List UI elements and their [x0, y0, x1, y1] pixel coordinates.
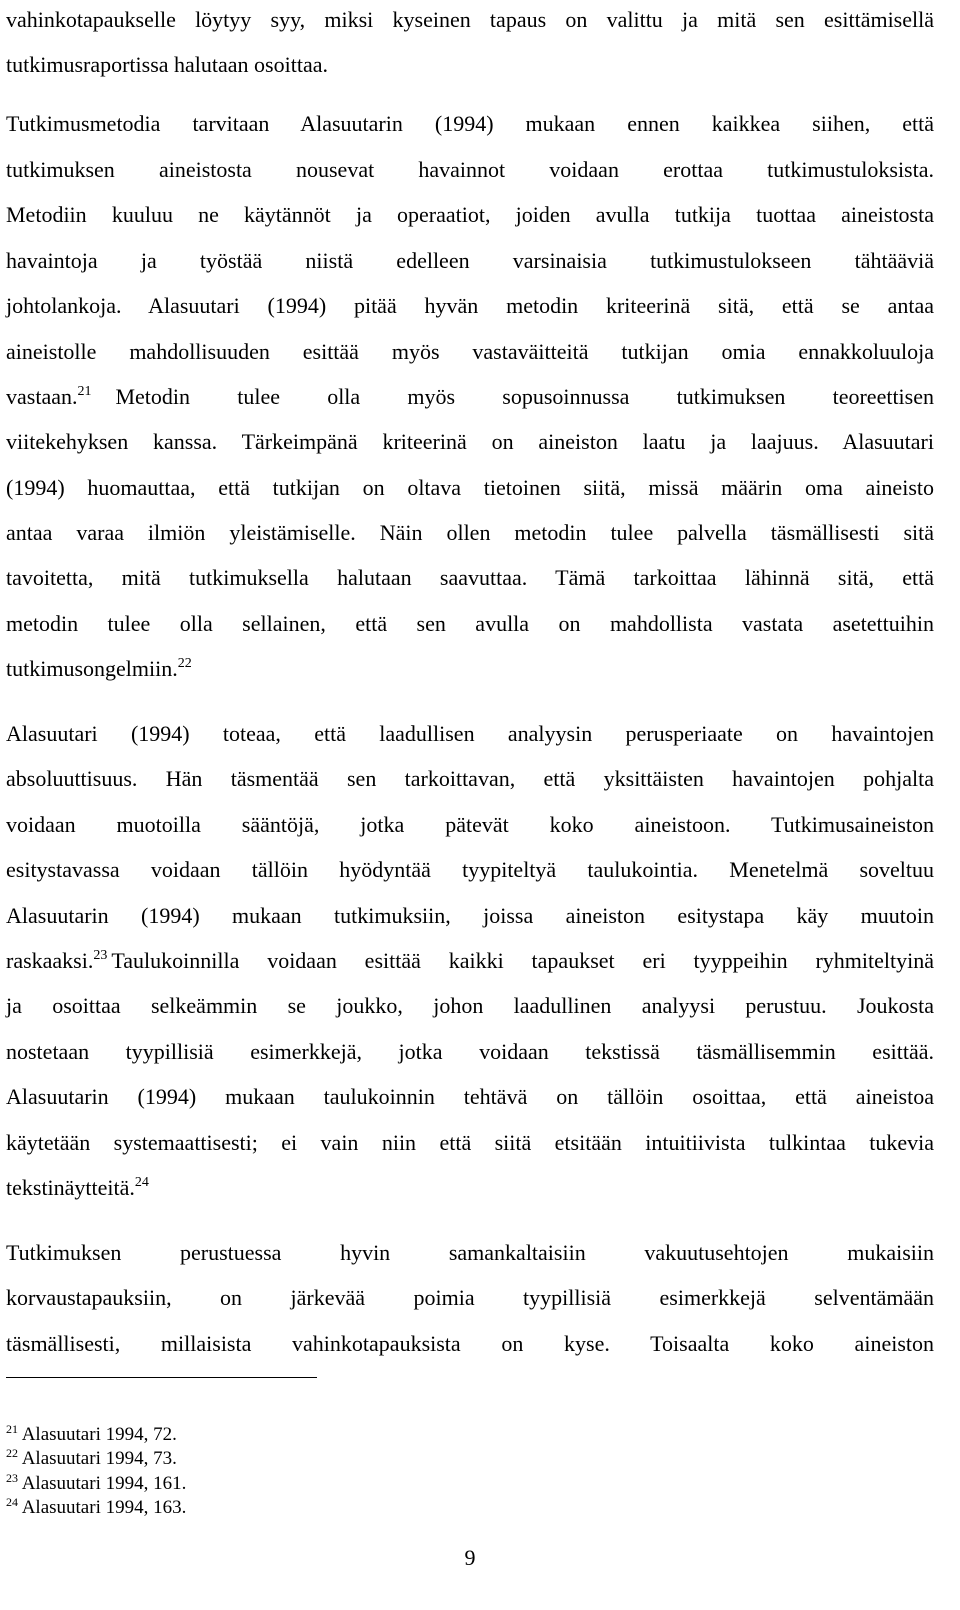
- body-line: aineistolle mahdollisuuden esittää myös vastaväitteitä tutkijan omia ennakkoluuloja: [6, 339, 934, 364]
- body-line: tekstinäytteitä.$^{24}$: [6, 1175, 149, 1200]
- footnote: [6, 1473, 186, 1495]
- footnote-number: 24: [6, 1495, 18, 1509]
- footnote-text: Alasuutari 1994, 161.: [21, 1473, 187, 1494]
- footnote: [6, 1424, 177, 1446]
- footnote: [6, 1497, 186, 1519]
- body-line: Alasuutarin (1994) mukaan taulukoinnin tehtävä on tällöin osoittaa, että aineistoa: [6, 1084, 934, 1109]
- footnote: [6, 1448, 177, 1470]
- body-line: vahinkotapaukselle löytyy syy, miksi kyseinen tapaus on valittu ja mitä sen esittämisellä: [6, 7, 934, 32]
- footnote-number: 22: [6, 1446, 18, 1460]
- body-line: havaintoja ja työstää niistä edelleen varsinaisia tutkimustulokseen tähtääviä: [6, 248, 934, 273]
- footnote-number: 21: [6, 1422, 18, 1436]
- page-number: 9: [464, 1545, 476, 1570]
- body-line: ja osoittaa selkeämmin se joukko, johon laadullinen analyysi perustuu. Joukosta: [6, 993, 934, 1018]
- body-line: Tutkimusmetodia tarvitaan Alasuutarin (1994) mukaan ennen kaikkea siihen, että: [6, 111, 934, 136]
- body-text: raskaaksi.$^{23}$: [6, 948, 108, 973]
- body-line: käytetään systemaattisesti; ei vain niin että siitä etsitään intuitiivista tulkintaa tukevia: [6, 1130, 934, 1155]
- body-line: nostetaan tyypillisiä esimerkkejä, jotka voidaan tekstissä täsmällisemmin esittää.: [6, 1039, 934, 1064]
- body-line: esitystavassa voidaan tällöin hyödyntää tyypiteltyä taulukointia. Menetelmä soveltuu: [6, 857, 934, 882]
- body-line: täsmällisesti, millaisista vahinkotapauksista on kyse. Toisaalta koko aineiston: [6, 1331, 934, 1356]
- body-line: voidaan muotoilla sääntöjä, jotka pätevät koko aineistoon. Tutkimusaineiston: [6, 812, 934, 837]
- footnote-text: Alasuutari 1994, 163.: [21, 1497, 187, 1518]
- footnote-ref: 23: [93, 948, 108, 963]
- footnote-text: Alasuutari 1994, 72.: [21, 1424, 177, 1445]
- footnote-ref: 24: [134, 1175, 149, 1190]
- body-line: Alasuutarin (1994) mukaan tutkimuksiin, joissa aineiston esitystapa käy muutoin: [6, 903, 934, 928]
- body-text: Metodin tulee olla myös sopusoinnussa tutkimuksen teoreettisen: [115, 384, 934, 409]
- body-line: tutkimuksen aineistosta nousevat havainnot voidaan erottaa tutkimustuloksista.: [6, 157, 934, 182]
- body-text: vastaan.$^{21}$: [6, 384, 92, 409]
- body-line: korvaustapauksiin, on järkevää poimia tyypillisiä esimerkkejä selventämään: [6, 1285, 934, 1310]
- body-line: absoluuttisuus. Hän täsmentää sen tarkoittavan, että yksittäisten havaintojen pohjalta: [6, 766, 934, 791]
- body-line: antaa varaa ilmiön yleistämiselle. Näin ollen metodin tulee palvella täsmällisesti sitä: [6, 520, 934, 545]
- body-line: [6, 382, 934, 412]
- body-line: tavoitetta, mitä tutkimuksella halutaan saavuttaa. Tämä tarkoittaa lähinnä sitä, että: [6, 565, 934, 590]
- footnote-separator: [6, 1377, 317, 1378]
- body-line: metodin tulee olla sellainen, että sen avulla on mahdollista vastata asetettuihin: [6, 611, 934, 636]
- body-line: tutkimusongelmiin.$^{22}$: [6, 656, 192, 681]
- footnote-text: Alasuutari 1994, 73.: [21, 1448, 177, 1469]
- body-line: viitekehyksen kanssa. Tärkeimpänä kriteerinä on aineiston laatu ja laajuus. Alasuutari: [6, 429, 934, 454]
- body-line: johtolankoja. Alasuutari (1994) pitää hyvän metodin kriteerinä sitä, että se antaa: [6, 293, 934, 318]
- footnote-number: 23: [6, 1471, 18, 1485]
- body-text: Taulukoinnilla voidaan esittää kaikki tapaukset eri tyyppeihin ryhmiteltyinä: [111, 948, 934, 973]
- body-line: (1994) huomauttaa, että tutkijan on oltava tietoinen siitä, missä määrin oma aineisto: [6, 475, 934, 500]
- body-line: Metodiin kuuluu ne käytännöt ja operaatiot, joiden avulla tutkija tuottaa aineistosta: [6, 202, 934, 227]
- body-line: Alasuutari (1994) toteaa, että laadullisen analyysin perusperiaate on havaintojen: [6, 721, 934, 746]
- body-line: tutkimusraportissa halutaan osoittaa.: [6, 52, 328, 77]
- footnote-ref: 21: [77, 384, 92, 399]
- footnote-ref: 22: [177, 656, 192, 671]
- body-line: [6, 946, 934, 976]
- body-line: Tutkimuksen perustuessa hyvin samankaltaisiin vakuutusehtojen mukaisiin: [6, 1240, 934, 1265]
